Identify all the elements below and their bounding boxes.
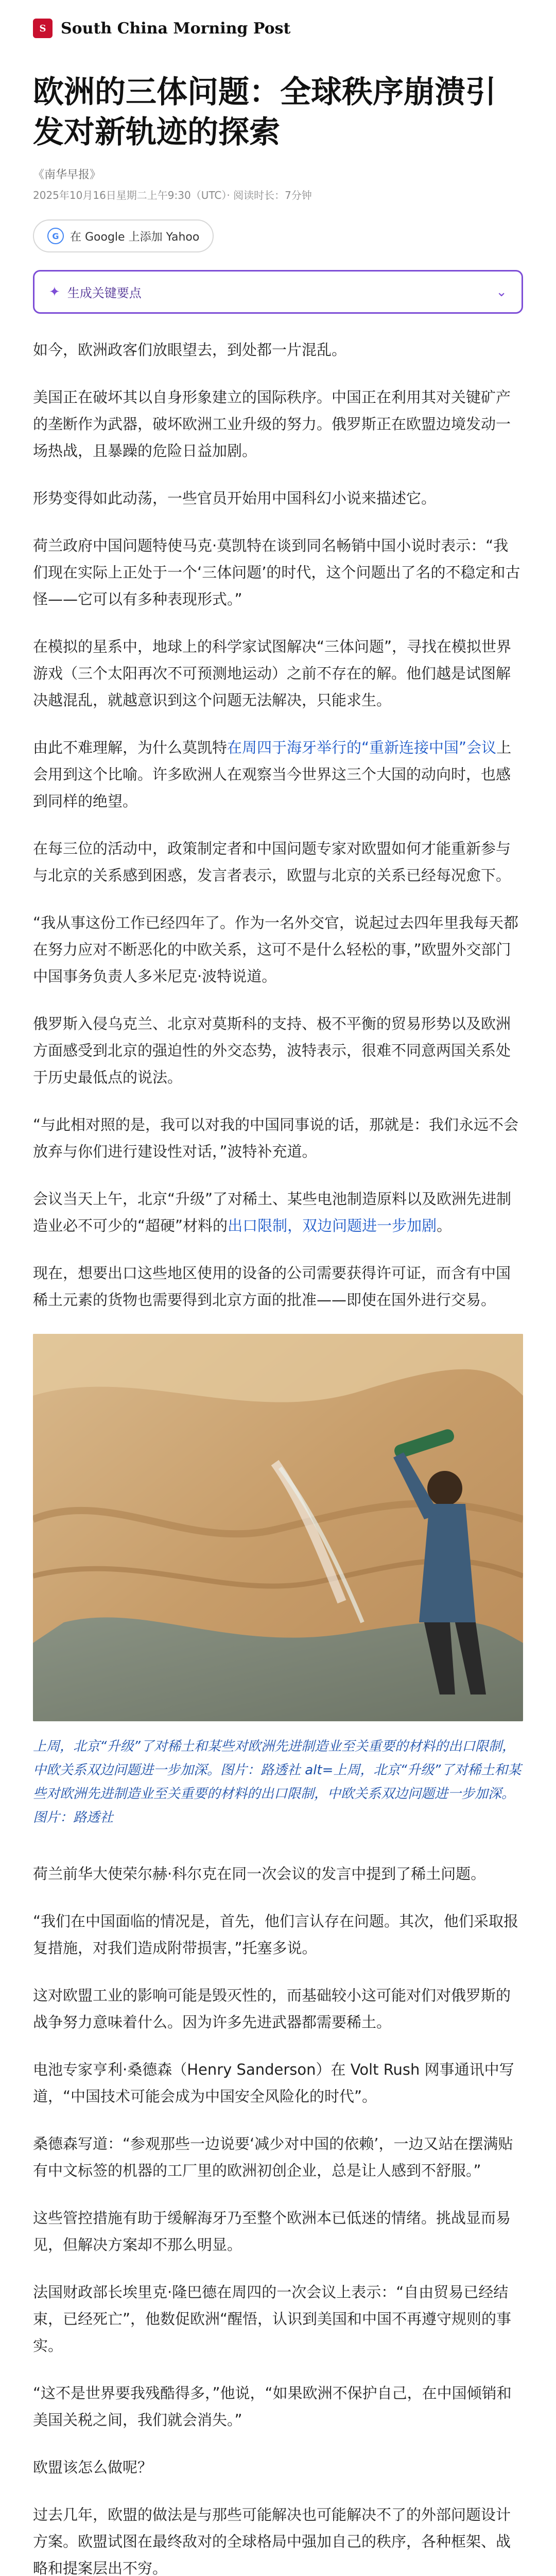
paragraph-text: 由此不难理解，为什么莫凯特 <box>33 739 228 756</box>
conference-link[interactable]: 在周四于海牙举行的“重新连接中国”会议 <box>227 739 497 756</box>
quote-paragraph: 桑德森写道：“参观那些一边说要‘减少对中国的依赖’，一边又站在摆满贴有中文标签的机器的工厂里的欧洲初创企业，总是让人感到不舒服。” <box>33 2135 513 2179</box>
paragraph <box>33 734 523 815</box>
article-title: 欧洲的三体问题：全球秩序崩溃引发对新轨迹的探索 <box>33 74 496 150</box>
export-control-link[interactable]: 出口限制，双边问题进一步加剧 <box>228 1217 437 1234</box>
paragraph: 在模拟的星系中，地球上的科学家试图解决“三体问题”，寻找在模拟世界游戏（三个太阳再次不可预测地运动）之前不存在的解。他们越是试图解决越混乱，就越意识到这个问题无法解决，只能求生。 <box>33 638 512 709</box>
paragraph: 欧盟该怎么做呢？ <box>33 2459 153 2476</box>
quote-paragraph: “我从事这份工作已经四年了。作为一名外交官，说起过去四年里我每天都在努力应对不断恶化的中欧关系，这可不是什么轻松的事，”欧盟外交部门中国事务负责人多米尼克·波特说道。 <box>33 914 519 985</box>
scmp-logo-icon[interactable]: S <box>33 19 53 38</box>
brand-name[interactable]: South China Morning Post <box>61 19 291 38</box>
google-preferred-source-button[interactable] <box>33 219 214 252</box>
paragraph: 这些管控措施有助于缓解海牙乃至整个欧洲本已低迷的情绪。挑战显而易见，但解决方案却不那么明显。 <box>33 2209 511 2253</box>
paragraph: 这对欧盟工业的影响可能是毁灭性的，而基础较小这可能对们对俄罗斯的战争努力意味着什么。因为许多先进武器都需要稀土。 <box>33 1987 511 2031</box>
paragraph: 电池专家亨利·桑德森（Henry Sanderson）在 Volt Rush 网事通讯中写道，“中国技术可能会成为中国安全风险化的时代”。 <box>33 2061 514 2105</box>
article-meta: 2025年10月16日星期二上午9:30（UTC）· 阅读时长：7分钟 <box>33 189 312 201</box>
paragraph: 形势变得如此动荡，一些官员开始用中国科幻小说来描述它。 <box>33 489 437 507</box>
google-pref-label: 在 Google 上添加 Yahoo <box>70 230 200 244</box>
paragraph-text: 。 <box>437 1217 452 1234</box>
article-source: 《南华早报》 <box>33 168 101 181</box>
paragraph: 过去几年，欧盟的做法是与那些可能解决也可能解决不了的外部问题设计方案。欧盟试图在最终敌对的全球格局中强加自己的秩序，各种框架、战略和提案层出不穷。 <box>33 2506 511 2576</box>
paragraph: 美国正在破坏其以自身形象建立的国际秩序。中国正在利用其对关键矿产的垄断作为武器，破坏欧洲工业升级的努力。俄罗斯正在欧盟边境发动一场热战，且暴躁的危险日益加剧。 <box>33 388 511 460</box>
quote-paragraph: “与此相对照的是，我可以对我的中国同事说的话，那就是：我们永远不会放弃与你们进行建设性对话，”波特补充道。 <box>33 1116 519 1160</box>
paragraph: 在每三位的活动中，政策制定者和中国问题专家对欧盟如何才能重新参与与北京的关系感到困惑，发言者表示，欧盟与北京的关系已经每况愈下。 <box>33 840 511 884</box>
ai-summary-button[interactable] <box>33 270 523 314</box>
sparkle-icon: ✦ <box>49 284 60 300</box>
paragraph <box>33 1185 523 1239</box>
google-icon: G <box>47 228 64 244</box>
photo-caption: 上周，北京“升级”了对稀土和某些对欧洲先进制造业至关重要的材料的出口限制，中欧关系双边问题进一步加深。图片：路透社 alt=上周，北京“升级”了对稀土和某些对欧洲先进制造业至关重要的材料的出口限制，中欧关系双边问题进一步加深。图片：路透社 <box>33 1739 522 1825</box>
quote-paragraph: “这不是世界要我残酷得多，”他说，“如果欧洲不保护自己，在中国倾销和美国关税之间，我们就会消失。” <box>33 2384 512 2429</box>
paragraph-text: 会议当天上午，北京“升级”了对稀土、某些电池制造原料以及欧洲先进制造业必不可少的“超硬”材料的 <box>33 1190 512 1234</box>
paragraph: 如今，欧洲政客们放眼望去，到处都一片混乱。 <box>33 341 347 359</box>
paragraph: 现在，想要出口这些地区使用的设备的公司需要获得许可证，而含有中国稀土元素的货物也需要得到北京方面的批准——即使在国外进行交易。 <box>33 1264 511 1309</box>
paragraph: 法国财政部长埃里克·隆巴德在周四的一次会议上表示：“自由贸易已经结束，已经死亡”，他数促欧洲“醒悟，认识到美国和中国不再遵守规则的事实。 <box>33 2283 512 2354</box>
chevron-down-icon: ⌄ <box>496 284 507 300</box>
quote-paragraph: “我们在中国面临的情况是，首先，他们言认存在问题。其次，他们采取报复措施，对我们造成附带损害，”托塞多说。 <box>33 1912 519 1957</box>
article-photo <box>33 1334 523 1721</box>
rare-earth-mine-photo <box>33 1334 523 1721</box>
paragraph: 荷兰政府中国问题特使马克·莫凯特在谈到同名畅销中国小说时表示：“我们现在实际上正处于一个‘三体问题’的时代，这个问题出了名的不稳定和古怪——它可以有多种表现形式。” <box>33 537 520 608</box>
paragraph: 俄罗斯入侵乌克兰、北京对莫斯科的支持、极不平衡的贸易形势以及欧洲方面感受到北京的强迫性的外交态势，波特表示，很难不同意两国关系处于历史最低点的说法。 <box>33 1015 511 1086</box>
ai-summary-label: 生成关键要点 <box>67 286 142 300</box>
paragraph: 荷兰前华大使荣尔赫·科尔克在同一次会议的发言中提到了稀土问题。 <box>33 1865 486 1883</box>
ai-summary-left <box>49 283 142 301</box>
paragraph-text: 上会用到这个比喻。许多欧洲人在观察当今世界这三个大国的动向时，也感到同样的绝望。 <box>33 739 512 810</box>
masthead <box>33 0 523 57</box>
